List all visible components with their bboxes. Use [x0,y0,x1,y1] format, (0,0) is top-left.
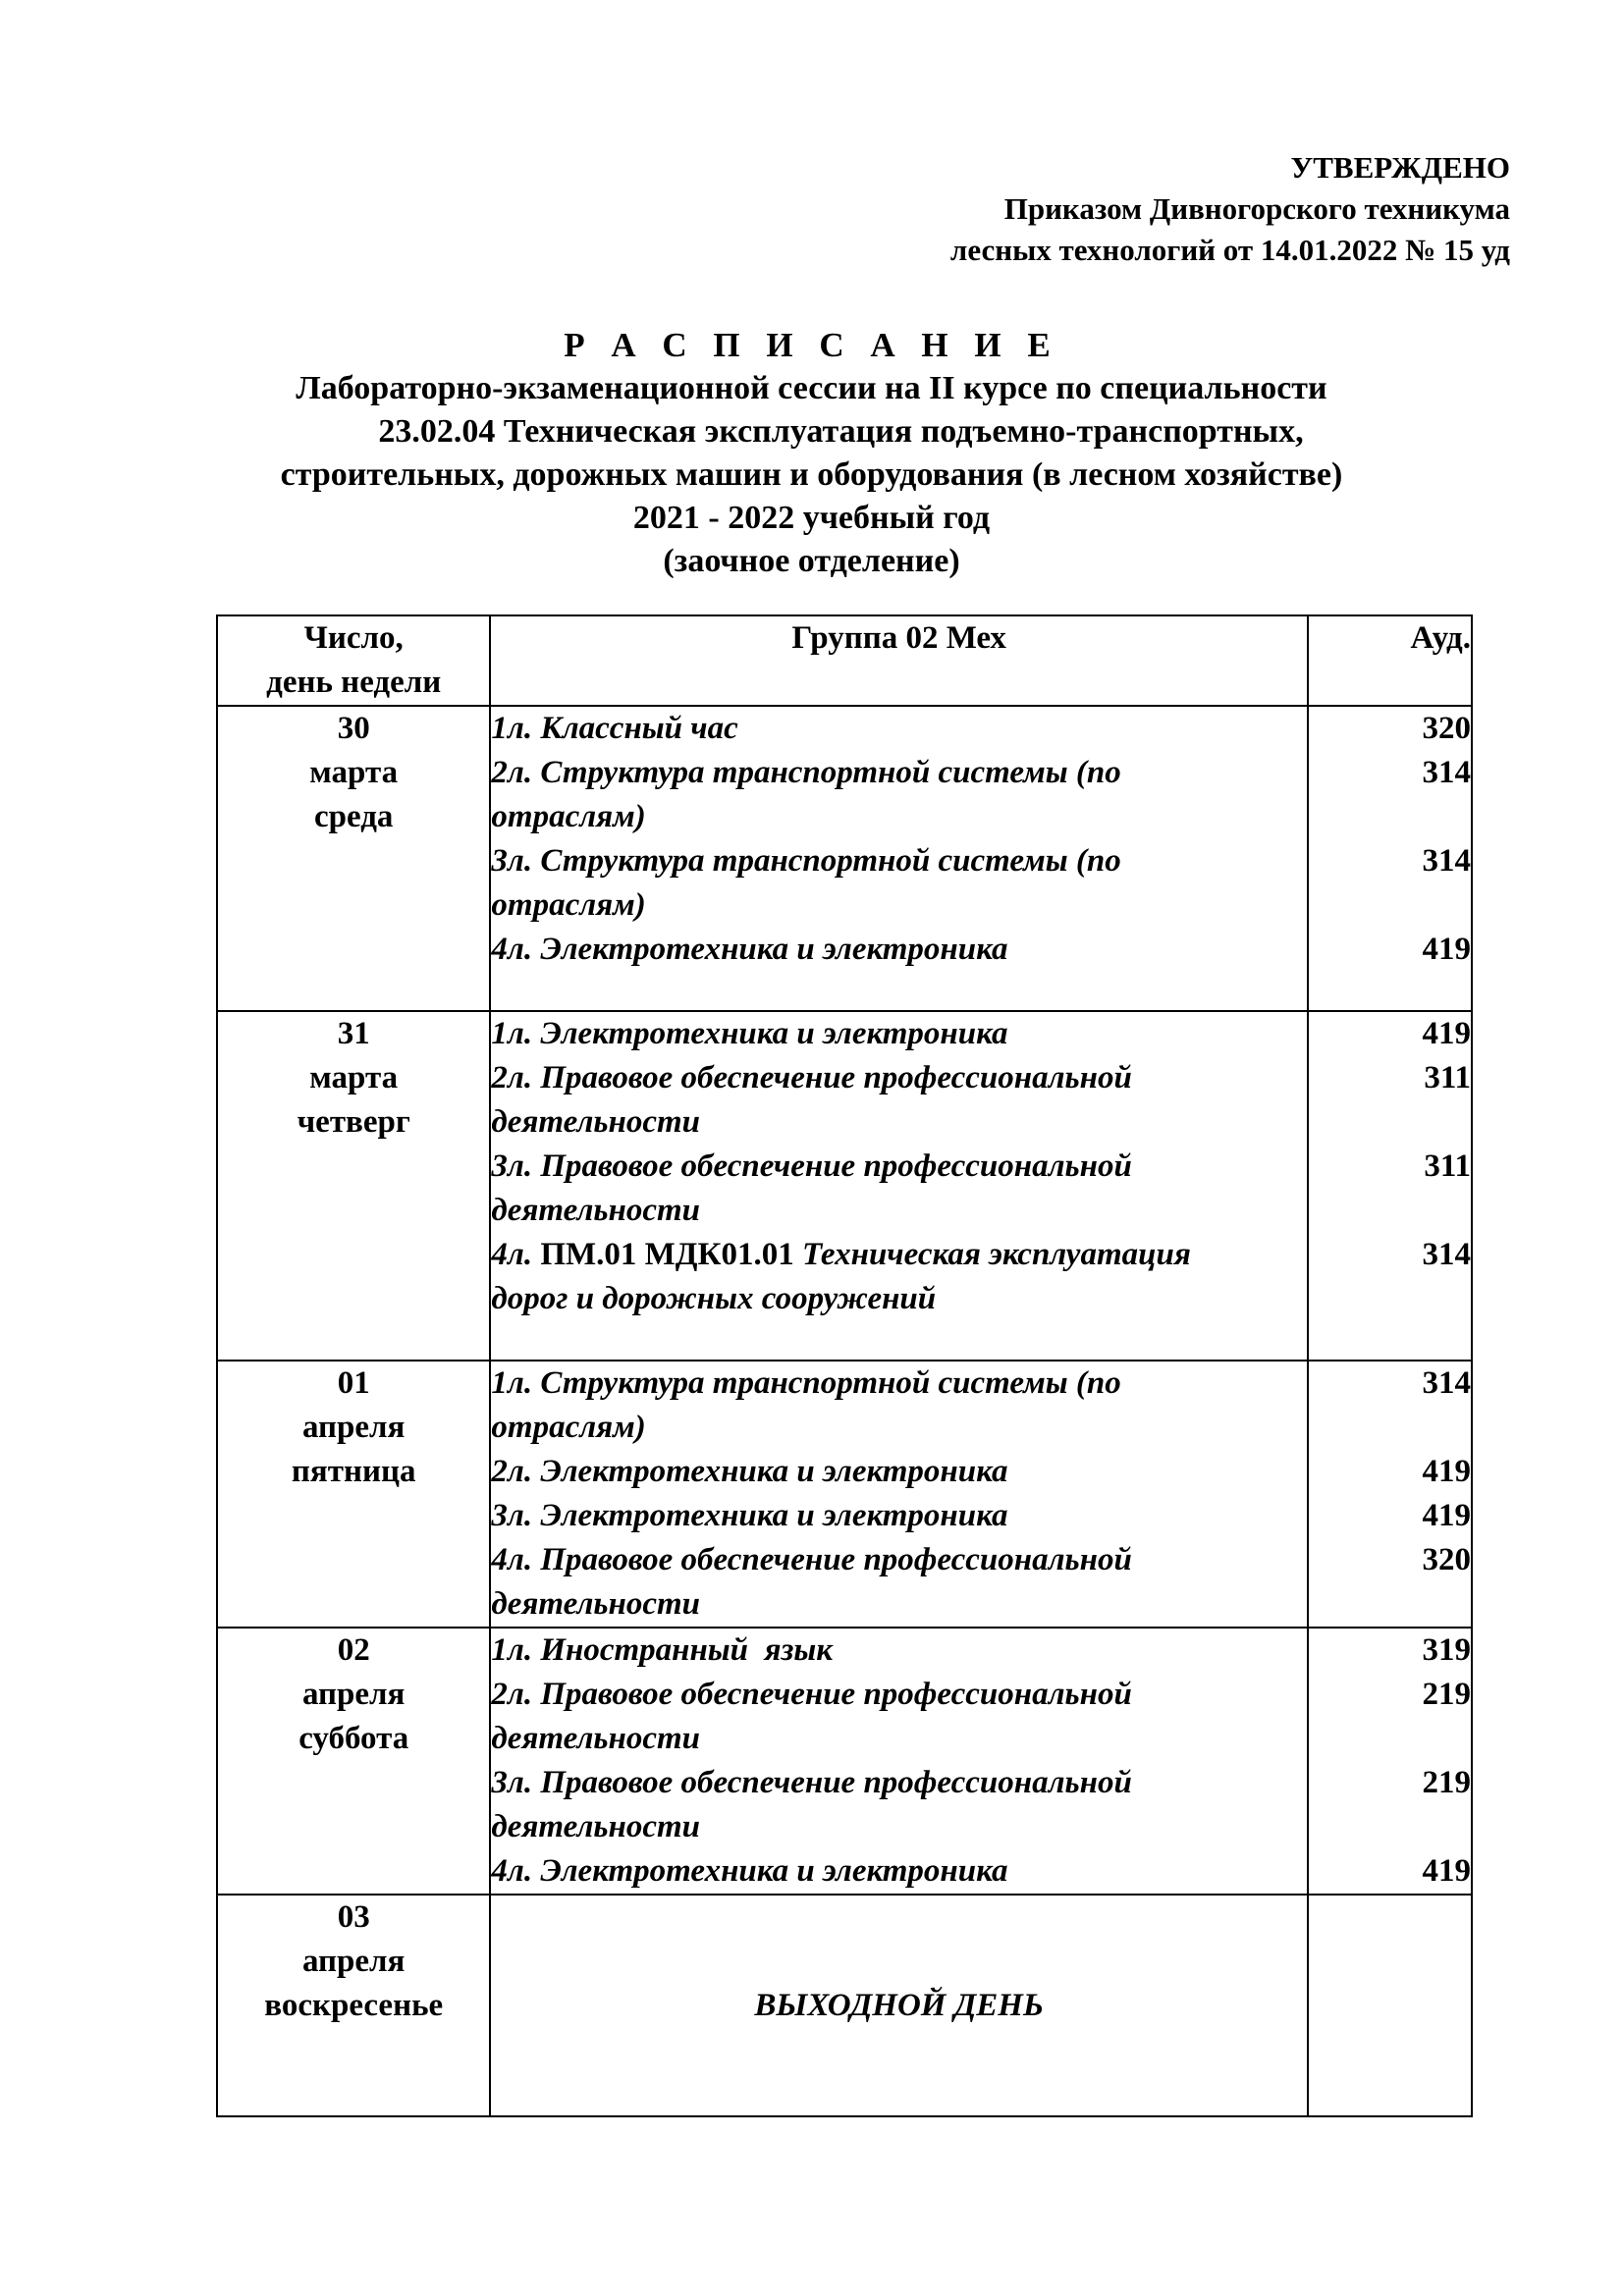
room-1: 314 [1422,1365,1471,1401]
lesson-4: 4л. Электротехника и электроника [491,1853,1008,1889]
lessons-cell [490,1011,1307,1361]
lesson-3-cont: деятельности [491,1809,700,1844]
lessons-cell [490,1361,1307,1628]
lesson-4 [491,1233,1306,1277]
room-2: 419 [1422,1454,1471,1489]
table-header-row [217,615,1472,706]
day-date: 02 [337,1632,370,1668]
day-cell [217,706,490,1011]
day-date: 30 [337,711,370,746]
room-3: 419 [1422,1498,1471,1533]
room-4: 419 [1422,1853,1471,1889]
room-1: 319 [1422,1632,1471,1668]
lesson-3-cont: отраслям) [491,887,646,923]
rooms-cell-empty [1308,1895,1472,2116]
document-heading [0,324,1623,583]
room-3: 314 [1422,843,1471,879]
table-row [217,1628,1472,1895]
holiday-cell: ВЫХОДНОЙ ДЕНЬ [490,1895,1307,2116]
room-1: 320 [1422,711,1471,746]
header-group: Группа 02 Мех [490,615,1307,706]
day-weekday: суббота [298,1721,409,1756]
day-month: апреля [301,1944,406,1979]
lesson-4: 4л. Правовое обеспечение профессиональной [491,1542,1132,1577]
header-day [217,615,490,706]
day-weekday: воскресенье [264,1988,444,2023]
day-cell [217,1628,490,1895]
room-2: 314 [1422,755,1471,790]
approval-date: лесных технологий от 14.01.2022 № 15 уд [949,233,1510,267]
lesson-1: 1л. Иностранный язык [491,1632,834,1668]
lesson-1: 1л. Структура транспортной системы (по [491,1365,1121,1401]
lesson-2: 2л. Структура транспортной системы (по [491,755,1121,790]
room-2: 219 [1422,1677,1471,1712]
lesson-2-cont: деятельности [491,1104,700,1140]
lesson-4-title: Техническая эксплуатация [793,1237,1191,1272]
day-cell [217,1011,490,1361]
day-month: апреля [301,1410,406,1445]
lesson-2: 2л. Правовое обеспечение профессиональной [491,1060,1132,1095]
day-weekday: среда [314,799,394,834]
lesson-1: 1л. Электротехника и электроника [491,1016,1008,1051]
rooms-cell [1308,1628,1472,1895]
rooms-cell [1308,1361,1472,1628]
lesson-4-cont: деятельности [491,1586,700,1622]
room-4: 320 [1422,1542,1471,1577]
day-month: апреля [301,1677,406,1712]
lessons-cell [490,706,1307,1011]
room-4: 419 [1422,932,1471,967]
lesson-3-cont: деятельности [491,1193,700,1228]
lesson-3: 3л. Правовое обеспечение профессиональной [491,1765,1132,1800]
lesson-4-cont: дорог и дорожных сооружений [491,1281,937,1316]
table-row [217,706,1472,1011]
heading-year: 2021 - 2022 учебный год [632,500,991,536]
schedule-table [216,614,1473,2117]
lesson-4-prefix: 4л. [491,1237,541,1272]
header-room: Ауд. [1308,615,1472,706]
day-cell [217,1361,490,1628]
day-date: 31 [337,1016,370,1051]
lesson-2: 2л. Электротехника и электроника [491,1454,1008,1489]
rooms-cell [1308,706,1472,1011]
lessons-cell [490,1628,1307,1895]
room-1: 419 [1422,1016,1471,1051]
rooms-cell [1308,1011,1472,1361]
lesson-3: 3л. Правовое обеспечение профессиональной [491,1148,1132,1184]
table-row [217,1361,1472,1628]
header-day-line1: Число, [303,620,404,656]
day-month: марта [309,1060,399,1095]
lesson-1: 1л. Классный час [491,711,738,746]
day-weekday: пятница [291,1454,416,1489]
day-cell [217,1895,490,2116]
approval-block [950,147,1510,271]
heading-session: Лабораторно-экзаменационной сессии на II курсе по специальности [296,370,1327,406]
table-row [217,1011,1472,1361]
heading-specialty-cont: строительных, дорожных машин и оборудования (в лесном хозяйстве) [280,456,1343,493]
room-2: 311 [1424,1060,1471,1095]
table-row-holiday [217,1895,1472,2116]
heading-specialty: 23.02.04 Техническая эксплуатация подъемно-транспортных, [378,413,1304,450]
day-weekday: четверг [297,1104,410,1140]
room-3: 219 [1422,1765,1471,1800]
day-date: 03 [337,1899,370,1935]
header-day-line2: день недели [266,665,442,700]
approval-title: УТВЕРЖДЕНО [1290,150,1510,185]
day-month: марта [309,755,399,790]
lesson-4: 4л. Электротехника и электроника [491,932,1008,967]
lesson-1-cont: отраслям) [491,1410,646,1445]
lesson-2-cont: деятельности [491,1721,700,1756]
lesson-4-code: ПМ.01 МДК01.01 [540,1237,794,1272]
lesson-3: 3л. Структура транспортной системы (по [491,843,1121,879]
room-3: 311 [1424,1148,1471,1184]
heading-department: (заочное отделение) [663,543,960,579]
lesson-3: 3л. Электротехника и электроника [491,1498,1008,1533]
approval-order: Приказом Дивногорского техникума [1003,191,1510,226]
day-date: 01 [337,1365,370,1401]
document-title: Р А С П И С А Н И Е [564,326,1059,364]
lesson-2-cont: отраслям) [491,799,646,834]
lesson-2: 2л. Правовое обеспечение профессиональной [491,1677,1132,1712]
room-4: 314 [1422,1237,1471,1272]
